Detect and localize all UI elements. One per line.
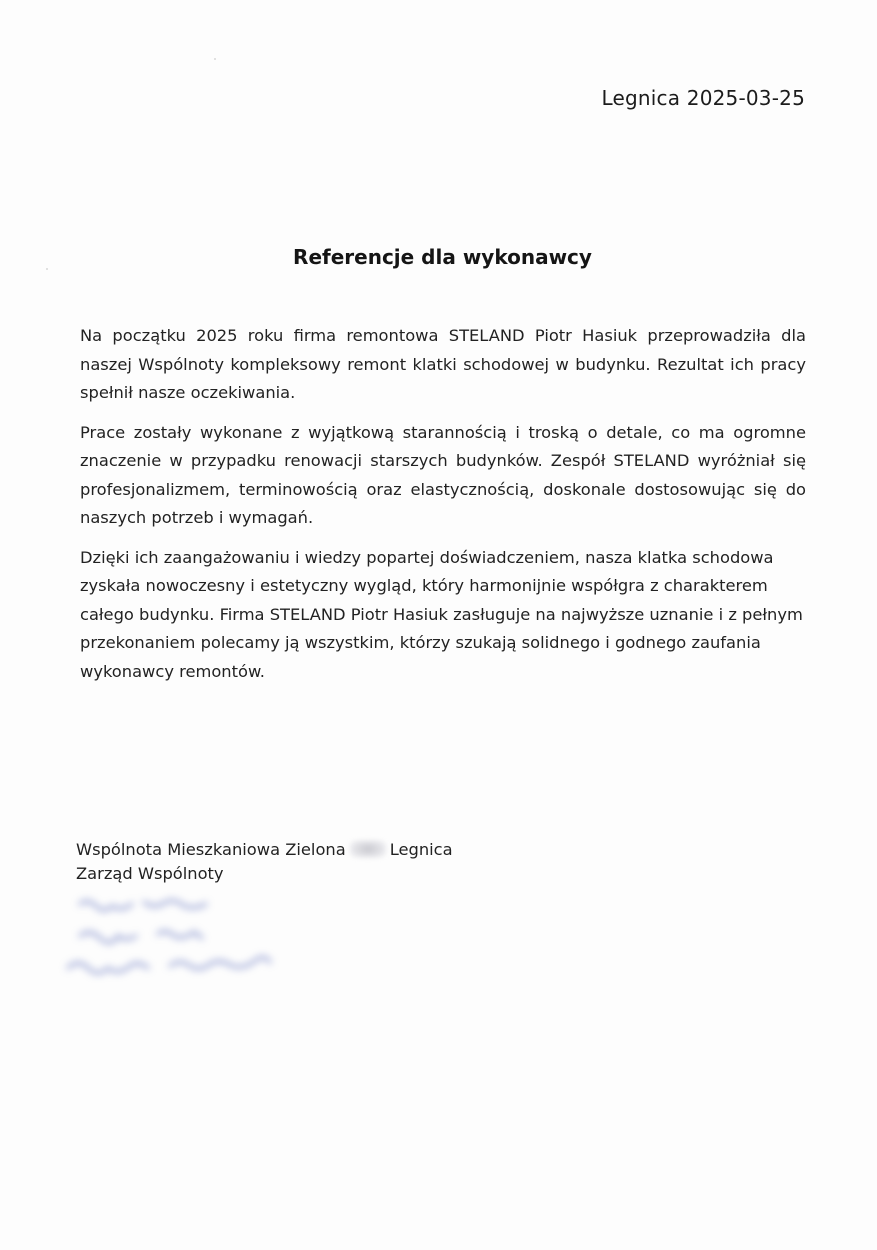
redacted-address-blur: [350, 840, 386, 858]
organization-city: Legnica: [389, 840, 453, 859]
letter-title: Referencje dla wykonawcy: [293, 245, 592, 269]
board-line: Zarząd Wspólnoty: [76, 864, 224, 883]
place-date: Legnica 2025-03-25: [601, 86, 805, 110]
paragraph-3: Dzięki ich zaangażowaniu i wiedzy popartej doświadczeniem, nasza klatka schodowa zyskała nowoczesny i estetyczny wygląd, który harmonijnie współgra z charakterem całego budynku. Firma STELAND Piotr Hasiuk zasługuje na najwyższe uznanie i z pełnym przekonaniem polecamy ją wszystkim, którzy szukają solidnego i godnego zaufania wykonawcy remontów.: [80, 547, 803, 681]
signature-block: [76, 838, 453, 886]
scan-speck: [214, 58, 216, 60]
organization-name: Wspólnota Mieszkaniowa Zielona: [76, 840, 346, 859]
organization-line: [76, 838, 453, 862]
blurred-handwritten-signatures: [62, 890, 302, 990]
letter-body: [80, 322, 806, 697]
paragraph-1: Na początku 2025 roku firma remontowa STELAND Piotr Hasiuk przeprowadziła dla naszej Wspólnoty kompleksowy remont klatki schodowej w budynku. Rezultat ich pracy spełnił nasze oczekiwania.: [80, 326, 806, 402]
paragraph-2: Prace zostały wykonane z wyjątkową starannością i troską o detale, co ma ogromne znaczenie w przypadku renowacji starszych budynków. Zespół STELAND wyróżniał się profesjonalizmem, terminowością oraz elastycznością, doskonale dostosowując się do naszych potrzeb i wymagań.: [80, 422, 806, 527]
scan-speck: [46, 268, 48, 270]
